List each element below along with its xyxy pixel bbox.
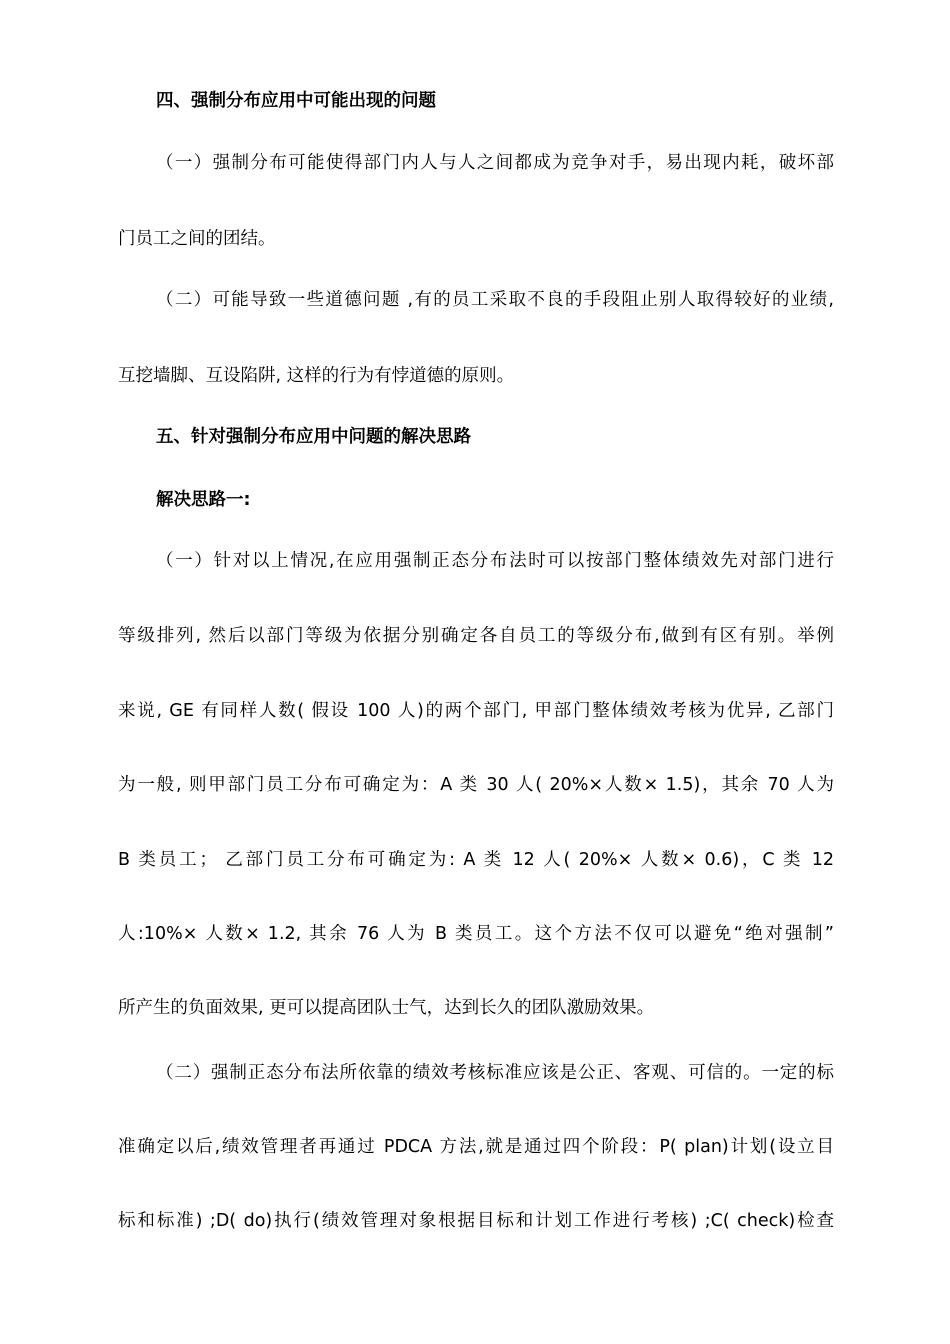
paragraph-line: （二）可能导致一些道德问题 ,有的员工采取不良的手段阻止别人取得较好的业绩, xyxy=(156,290,834,310)
paragraph-line: 人:10%× 人数× 1.2, 其余 76 人为 B 类员工。这个方法不仅可以避免“绝对强制” xyxy=(118,924,834,944)
section-heading-5: 五、针对强制分布应用中问题的解决思路 xyxy=(156,427,471,447)
subheading: 解决思路一: xyxy=(156,490,251,510)
paragraph-line: （二）强制正态分布法所依靠的绩效考核标准应该是公正、客观、可信的。一定的标 xyxy=(156,1063,834,1083)
paragraph-line: B 类员工； 乙部门员工分布可确定为: A 类 12 人( 20%× 人数× 0.6)，C 类 12 xyxy=(118,850,834,870)
paragraph-line: 标和标准) ;D( do)执行(绩效管理对象根据目标和计划工作进行考核) ;C( check)检查 xyxy=(118,1211,834,1231)
paragraph-line: （一）针对以上情况,在应用强制正态分布法时可以按部门整体绩效先对部门进行 xyxy=(156,551,834,571)
paragraph-line: （一）强制分布可能使得部门内人与人之间都成为竞争对手，易出现内耗，破坏部 xyxy=(156,153,834,173)
paragraph-line: 门员工之间的团结。 xyxy=(118,229,276,249)
paragraph-line: 等级排列, 然后以部门等级为依据分别确定各自员工的等级分布,做到有区有别。举例 xyxy=(118,626,834,646)
paragraph-line: 为一般, 则甲部门员工分布可确定为：A 类 30 人( 20%×人数× 1.5)，其余 70 人为 xyxy=(118,775,834,795)
paragraph-line: 准确定以后,绩效管理者再通过 PDCA 方法,就是通过四个阶段：P( plan)计划(设立目 xyxy=(118,1137,834,1157)
paragraph-line: 所产生的负面效果, 更可以提高团队士气，达到长久的团队激励效果。 xyxy=(118,998,655,1018)
paragraph-line: 来说, GE 有同样人数( 假设 100 人)的两个部门, 甲部门整体绩效考核为优异, 乙部门 xyxy=(118,701,834,721)
section-heading-4: 四、强制分布应用中可能出现的问题 xyxy=(156,91,436,111)
paragraph-line: 互挖墙脚、互设陷阱, 这样的行为有悖道德的原则。 xyxy=(118,366,515,386)
